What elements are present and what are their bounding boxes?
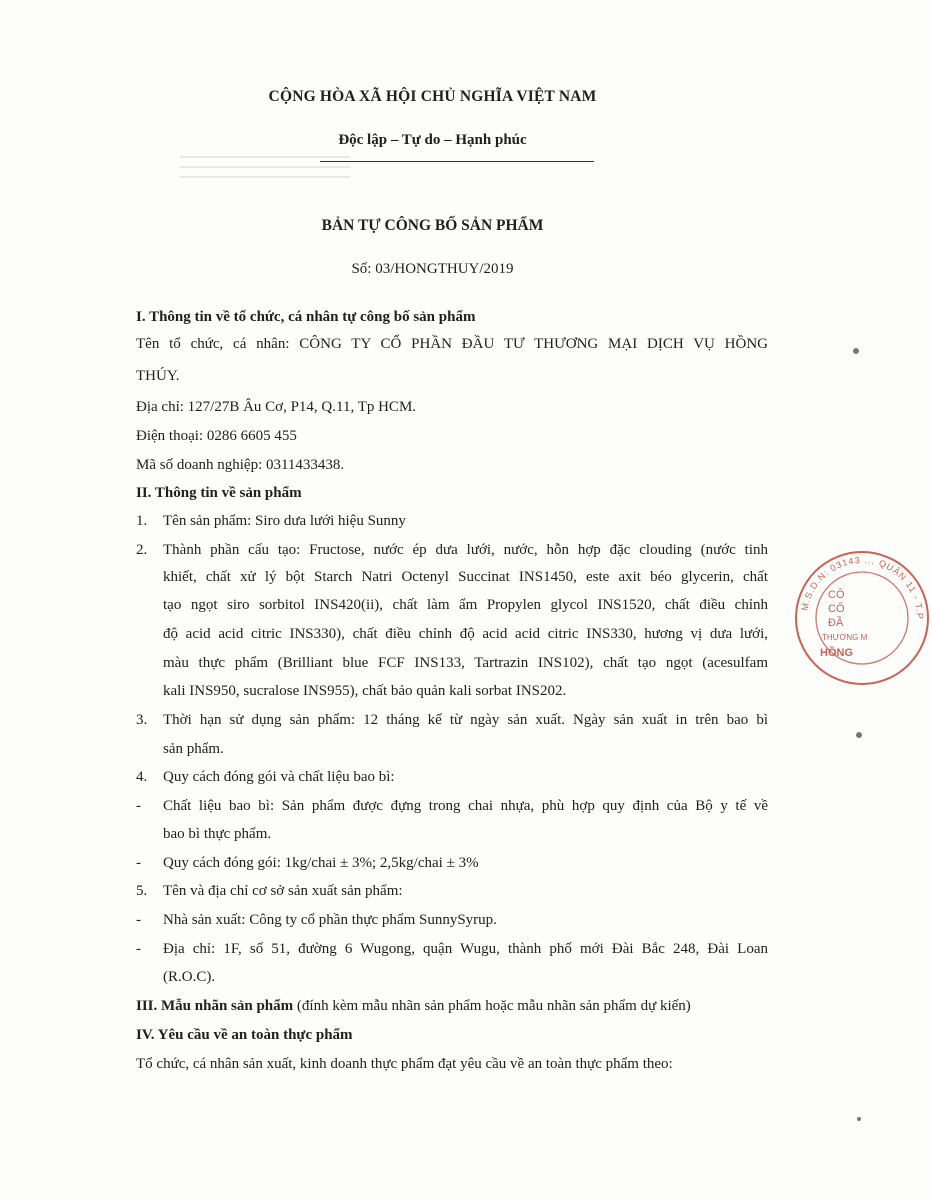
material-line-1: Chất liệu bao bì: Sản phẩm được đựng trong chai nhựa, phù hợp quy định của Bộ y tế về [163, 798, 768, 814]
item-3-marker: 3. [136, 712, 148, 728]
org-address: Địa chỉ: 127/27B Âu Cơ, P14, Q.11, Tp HCM. [136, 399, 417, 415]
national-title: CỘNG HÒA XÃ HỘI CHỦ NGHĨA VIỆT NAM [268, 88, 597, 105]
section-2-heading: II. Thông tin về sản phẩm [136, 485, 302, 501]
org-phone: Điện thoại: 0286 6605 455 [136, 428, 297, 444]
packing-spec: Quy cách đóng gói: 1kg/chai ± 3%; 2,5kg/chai ± 3% [163, 855, 479, 871]
stamp-line-3: ĐẦ [828, 617, 844, 629]
ingredients-line-6: kali INS950, sucralose INS955), chất bảo quản kali sorbat INS202. [163, 683, 567, 699]
packing-dash: - [136, 855, 141, 871]
section-3-note: (đính kèm mẫu nhãn sản phẩm hoặc mẫu nhãn sản phẩm dự kiến) [293, 998, 691, 1014]
stamp-line-5: HỒNG [820, 647, 853, 659]
mfr-address-line-1: Địa chỉ: 1F, số 51, đường 6 Wugong, quận Wugu, thành phố mới Đài Bắc 248, Đài Loan [163, 941, 768, 957]
section-3-heading [136, 996, 691, 1016]
ingredients-line-1: Thành phần cấu tạo: Fructose, nước ép dưa lưới, nước, hỗn hợp đặc clouding (nước tinh [163, 542, 768, 558]
shelf-life-line-1: Thời hạn sử dụng sản phẩm: 12 tháng kể từ ngày sản xuất. Ngày sản xuất in trên bao bì [163, 712, 768, 728]
ingredients-line-2: khiết, chất xử lý bột Starch Natri Octenyl Succinat INS1450, este axit béo glycerin, chất [163, 569, 768, 585]
stamp-line-2: CỔ [828, 603, 845, 615]
ingredients-line-4: độ acid acid citric INS330), chất điều chỉnh độ acid acid citric INS330, hương vị dưa lưới, [163, 626, 768, 642]
ingredients-line-3: tạo ngọt siro sorbitol INS420(ii), chất làm ẩm Propylen glycol INS1520, chất điều chỉnh [163, 597, 768, 613]
item-2-marker: 2. [136, 542, 148, 558]
scan-speck [857, 1117, 861, 1121]
document-title: BẢN TỰ CÔNG BỐ SẢN PHẨM [321, 217, 544, 234]
national-motto: Độc lập – Tự do – Hạnh phúc [338, 132, 527, 148]
section-3-title: III. Mẫu nhãn sản phẩm [136, 998, 294, 1014]
manufacturer-name: Nhà sản xuất: Công ty cổ phần thực phẩm SunnySyrup. [163, 912, 497, 928]
item-4-packaging: Quy cách đóng gói và chất liệu bao bì: [163, 769, 395, 785]
material-dash: - [136, 798, 141, 814]
item-5-marker: 5. [136, 883, 148, 899]
document-number: Số: 03/HONGTHUY/2019 [351, 261, 514, 277]
item-1-product-name: Tên sản phẩm: Siro dưa lưới hiệu Sunny [163, 513, 406, 529]
org-business-code: Mã số doanh nghiệp: 0311433438. [136, 457, 345, 473]
section-4-text: Tổ chức, cá nhân sản xuất, kinh doanh thực phẩm đạt yêu cầu về an toàn thực phẩm theo: [136, 1056, 673, 1072]
company-stamp [792, 548, 932, 688]
stamp-line-1: CÔ [828, 589, 845, 601]
shelf-life-line-2: sản phẩm. [163, 741, 224, 757]
scan-speck [856, 732, 862, 738]
section-1-heading: I. Thông tin về tổ chức, cá nhân tự công bố sản phẩm [136, 309, 476, 325]
item-1-marker: 1. [136, 513, 148, 529]
mfr-address-line-2: (R.O.C). [163, 969, 216, 985]
ingredients-line-5: màu thực phẩm (Brilliant blue FCF INS133, Tartrazin INS102), chất tạo ngọt (acesulfam [163, 655, 768, 671]
manufacturer-dash: - [136, 912, 141, 928]
scan-speck [853, 348, 859, 354]
motto-underline [320, 161, 594, 162]
stamp-line-4: THƯƠNG M [822, 633, 868, 642]
faint-bleedthrough [180, 156, 350, 204]
org-name-line-1: Tên tổ chức, cá nhân: CÔNG TY CỔ PHẦN ĐẦU TƯ THƯƠNG MẠI DỊCH VỤ HỒNG [136, 336, 768, 352]
section-4-heading: IV. Yêu cầu về an toàn thực phẩm [136, 1027, 353, 1043]
svg-text:M.S.D.N: 03143 ... QUẬN 11 - T [799, 555, 925, 620]
item-4-marker: 4. [136, 769, 148, 785]
stamp-ring-text: M.S.D.N: 03143 ... QUẬN 11 - T.P [799, 554, 926, 621]
mfr-address-dash: - [136, 941, 141, 957]
item-5-manufacturer: Tên và địa chỉ cơ sở sản xuất sản phẩm: [163, 883, 403, 899]
material-line-2: bao bì thực phẩm. [163, 826, 272, 842]
org-name-line-2: THÚY. [136, 368, 180, 384]
